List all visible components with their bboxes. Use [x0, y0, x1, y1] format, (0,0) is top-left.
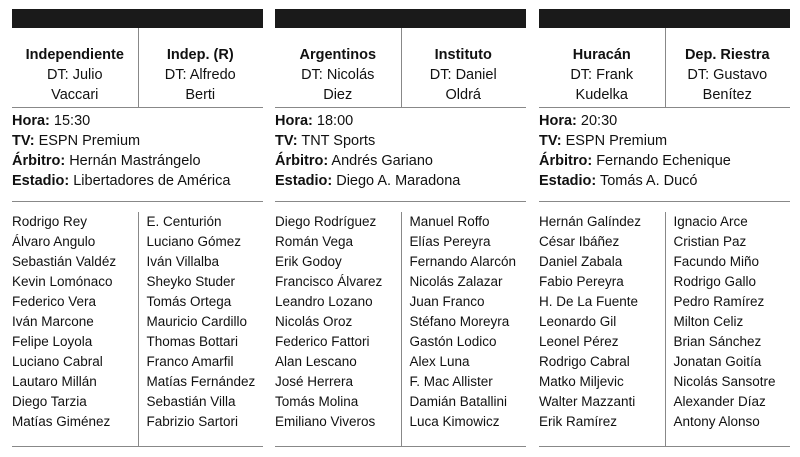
stadium-label: Estadio:: [275, 173, 333, 189]
coach-name: DT: Nicolás Diez: [301, 67, 375, 103]
kickoff-time-label: Hora:: [539, 113, 577, 129]
divider: [401, 212, 402, 446]
stadium-row: [12, 171, 263, 191]
player-name: Milton Celiz: [673, 314, 744, 329]
match-header-bar: [12, 9, 263, 28]
divider: [665, 212, 666, 446]
tv-channel-label: TV:: [12, 133, 35, 149]
coach-name: DT: Frank Kudelka: [570, 67, 634, 103]
kickoff-time-row: [12, 111, 263, 131]
player-name: Daniel Zabala: [539, 254, 623, 269]
player-name: Erik Ramírez: [539, 414, 618, 429]
kickoff-time-value: 18:00: [316, 113, 354, 129]
player-name: Fabio Pereyra: [539, 274, 624, 289]
bottom-rule: [275, 446, 526, 447]
home-team: [12, 45, 138, 105]
home-lineup: [275, 212, 401, 432]
stadium-value: Tomás A. Ducó: [599, 173, 698, 189]
player-name: Emiliano Viveros: [275, 414, 376, 429]
match-card: [539, 0, 790, 457]
player-name: Matías Giménez: [12, 414, 111, 429]
team-name: Argentinos: [299, 47, 377, 63]
tv-channel-value: ESPN Premium: [38, 133, 141, 149]
referee-row: [275, 151, 526, 171]
home-team: [275, 45, 401, 105]
player-name: Diego Tarzia: [12, 394, 87, 409]
away-lineup: [410, 212, 536, 432]
match-header-bar: [539, 9, 790, 28]
coach-name: DT: Julio Vaccari: [46, 67, 103, 103]
player-name: Tomás Molina: [275, 394, 359, 409]
teams-row: [275, 28, 526, 108]
player-name: Rodrigo Rey: [12, 214, 88, 229]
tv-channel-row: [12, 131, 263, 151]
player-name: F. Mac Allister: [409, 374, 493, 389]
stadium-label: Estadio:: [539, 173, 597, 189]
coach-name: DT: Daniel Oldrá: [429, 67, 497, 103]
stadium-value: Diego A. Maradona: [336, 173, 461, 189]
player-name: Alan Lescano: [275, 354, 357, 369]
player-name: José Herrera: [275, 374, 354, 389]
divider: [138, 212, 139, 446]
match-info: [275, 111, 526, 202]
player-name: Francisco Álvarez: [275, 274, 383, 289]
player-name: Manuel Roffo: [409, 214, 490, 229]
player-name: Fabrizio Sartori: [146, 414, 239, 429]
player-name: H. De La Fuente: [539, 294, 639, 309]
player-name: Federico Fattori: [275, 334, 370, 349]
away-lineup: [674, 212, 800, 432]
player-name: E. Centurión: [146, 214, 222, 229]
player-name: Facundo Miño: [673, 254, 760, 269]
teams-row: [12, 28, 263, 108]
lineups: [12, 212, 263, 446]
referee-label: Árbitro:: [275, 153, 329, 169]
referee-label: Árbitro:: [12, 153, 66, 169]
player-name: Luciano Gómez: [146, 234, 242, 249]
coach-name: DT: Alfredo Berti: [164, 67, 236, 103]
player-name: Alex Luna: [409, 354, 470, 369]
lineups: [275, 212, 526, 446]
player-name: Luciano Cabral: [12, 354, 103, 369]
player-name: Nicolás Sansotre: [673, 374, 776, 389]
bottom-rule: [539, 446, 790, 447]
player-name: Jonatan Goitía: [673, 354, 762, 369]
referee-value: Andrés Gariano: [331, 153, 433, 169]
stadium-label: Estadio:: [12, 173, 70, 189]
referee-row: [539, 151, 790, 171]
player-name: Felipe Loyola: [12, 334, 93, 349]
away-team: [401, 45, 527, 105]
team-name: Dep. Riestra: [684, 47, 770, 63]
kickoff-time-label: Hora:: [12, 113, 50, 129]
player-name: Matías Fernández: [146, 374, 256, 389]
player-name: Leonardo Gil: [539, 314, 617, 329]
referee-label: Árbitro:: [539, 153, 593, 169]
away-team: [138, 45, 264, 105]
player-name: Leonel Pérez: [539, 334, 619, 349]
player-name: Luca Kimowicz: [409, 414, 500, 429]
kickoff-time-value: 15:30: [53, 113, 91, 129]
stadium-row: [539, 171, 790, 191]
away-team: [665, 45, 791, 105]
player-name: Elías Pereyra: [409, 234, 491, 249]
team-name: Instituto: [434, 47, 492, 63]
match-info: [12, 111, 263, 202]
team-name: Independiente: [25, 47, 124, 63]
player-name: Lautaro Millán: [12, 374, 97, 389]
player-name: Brian Sánchez: [673, 334, 762, 349]
tv-channel-value: TNT Sports: [301, 133, 376, 149]
away-lineup: [147, 212, 273, 432]
stadium-row: [275, 171, 526, 191]
team-name: Huracán: [572, 47, 631, 63]
player-name: Kevin Lomónaco: [12, 274, 113, 289]
player-name: Nicolás Zalazar: [409, 274, 503, 289]
player-name: Walter Mazzanti: [539, 394, 636, 409]
player-name: Sebastián Villa: [146, 394, 236, 409]
referee-value: Hernán Mastrángelo: [69, 153, 201, 169]
player-name: Stéfano Moreyra: [409, 314, 510, 329]
player-name: Sebastián Valdéz: [12, 254, 117, 269]
player-name: Thomas Bottari: [146, 334, 239, 349]
player-name: Nicolás Oroz: [275, 314, 353, 329]
match-card: [275, 0, 526, 457]
match-card: [12, 0, 263, 457]
home-team: [539, 45, 665, 105]
player-name: Iván Villalba: [146, 254, 220, 269]
player-name: Sheyko Studer: [146, 274, 236, 289]
player-name: Hernán Galíndez: [539, 214, 642, 229]
referee-value: Fernando Echenique: [596, 153, 731, 169]
home-lineup: [12, 212, 138, 432]
player-name: Ignacio Arce: [673, 214, 748, 229]
player-name: César Ibáñez: [539, 234, 620, 249]
match-info: [539, 111, 790, 202]
team-name: Indep. (R): [166, 47, 234, 63]
tv-channel-row: [275, 131, 526, 151]
match-header-bar: [275, 9, 526, 28]
coach-name: DT: Gustavo Benítez: [687, 67, 768, 103]
tv-channel-row: [539, 131, 790, 151]
kickoff-time-value: 20:30: [580, 113, 618, 129]
referee-row: [12, 151, 263, 171]
player-name: Alexander Díaz: [673, 394, 766, 409]
bottom-rule: [12, 446, 263, 447]
kickoff-time-row: [275, 111, 526, 131]
player-name: Cristian Paz: [673, 234, 747, 249]
player-name: Fernando Alarcón: [409, 254, 517, 269]
player-name: Diego Rodríguez: [275, 214, 377, 229]
tv-channel-label: TV:: [539, 133, 562, 149]
player-name: Antony Alonso: [673, 414, 760, 429]
kickoff-time-label: Hora:: [275, 113, 313, 129]
tv-channel-value: ESPN Premium: [565, 133, 668, 149]
player-name: Gastón Lodico: [409, 334, 497, 349]
player-name: Erik Godoy: [275, 254, 342, 269]
player-name: Franco Amarfil: [146, 354, 234, 369]
home-lineup: [539, 212, 665, 432]
lineups: [539, 212, 790, 446]
player-name: Román Vega: [275, 234, 354, 249]
player-name: Iván Marcone: [12, 314, 94, 329]
player-name: Rodrigo Cabral: [539, 354, 630, 369]
player-name: Federico Vera: [12, 294, 97, 309]
teams-row: [539, 28, 790, 108]
player-name: Leandro Lozano: [275, 294, 373, 309]
player-name: Tomás Ortega: [146, 294, 232, 309]
tv-channel-label: TV:: [275, 133, 298, 149]
player-name: Damián Batallini: [409, 394, 508, 409]
player-name: Álvaro Angulo: [12, 234, 96, 249]
stadium-value: Libertadores de América: [73, 173, 231, 189]
kickoff-time-row: [539, 111, 790, 131]
player-name: Juan Franco: [409, 294, 485, 309]
player-name: Matko Miljevic: [539, 374, 624, 389]
player-name: Mauricio Cardillo: [146, 314, 248, 329]
player-name: Rodrigo Gallo: [673, 274, 757, 289]
player-name: Pedro Ramírez: [673, 294, 765, 309]
